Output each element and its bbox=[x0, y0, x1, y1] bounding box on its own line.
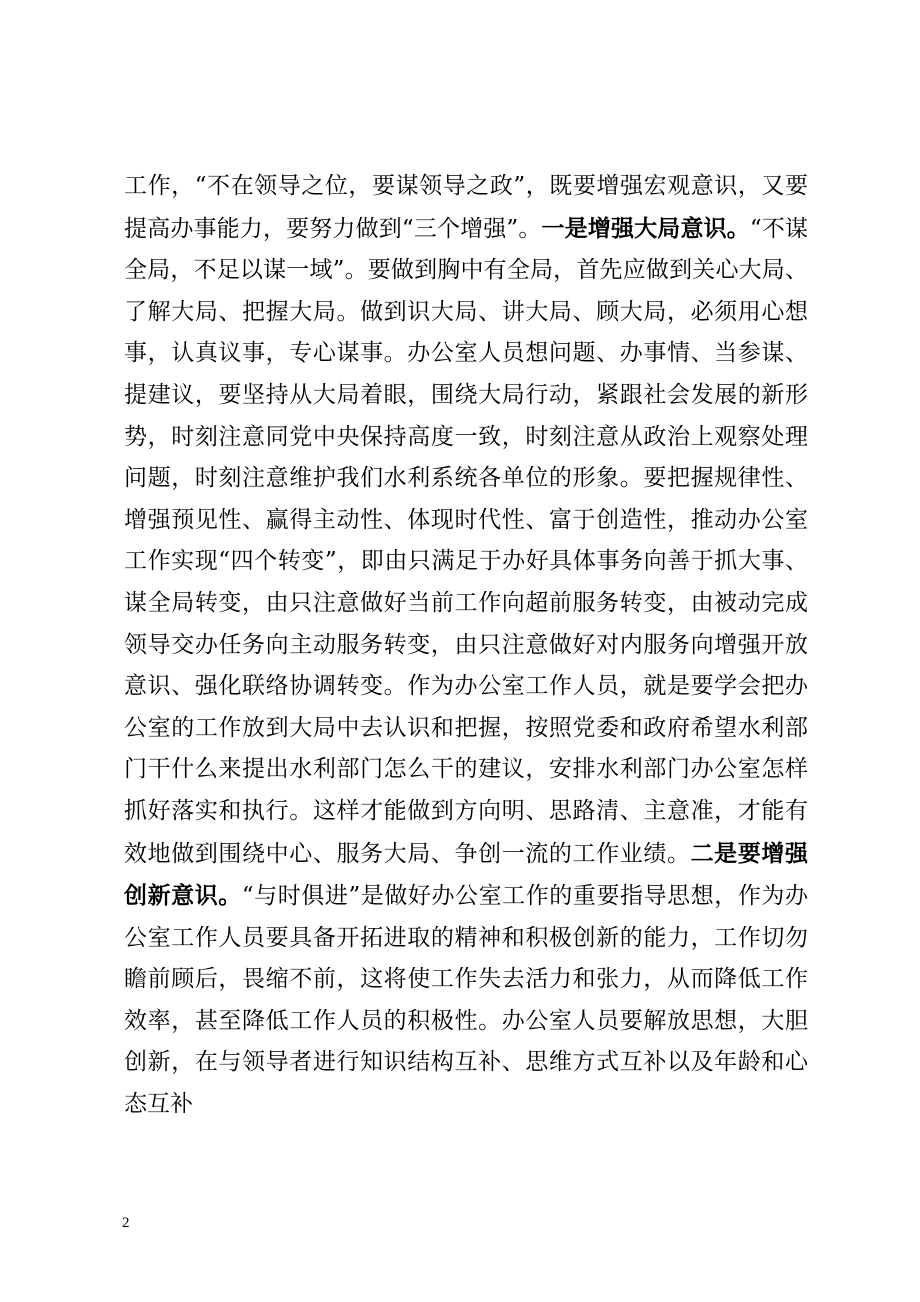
page-number: 2 bbox=[122, 1215, 130, 1231]
text-segment-1: 工作，“不在领导之位，要谋领导之政”，既要增强宏观意识，又要提高办事能力，要努力做到“三个增强”。 bbox=[124, 173, 808, 242]
body-paragraph bbox=[124, 166, 808, 1126]
heading-one-enhance-overall-awareness: 一是增强大局意识。 bbox=[541, 214, 750, 242]
text-segment-3: “与时俱进”是做好办公室工作的重要指导思想，作为办公室工作人员要具备开拓进取的精神和积极创新的能力，工作切勿瞻前顾后，畏缩不前，这将使工作失去活力和张力，从而降低工作效率，甚至降低工作人员的积极性。办公室人员要解放思想，大胆创新，在与领导者进行知识结构互补、思维方式互补以及年龄和心态互补 bbox=[124, 883, 808, 1118]
text-segment-2: “不谋全局，不足以谋一域”。要做到胸中有全局，首先应做到关心大局、了解大局、把握大局。做到识大局、讲大局、顾大局，必须用心想事，认真议事，专心谋事。办公室人员想问题、办事情、当参谋、提建议，要坚持从大局着眼，围绕大局行动，紧跟社会发展的新形势，时刻注意同党中央保持高度一致，时刻注意从政治上观察处理问题，时刻注意维护我们水利系统各单位的形象。要把握规律性、增强预见性、赢得主动性、体现时代性、富于创造性，推动办公室工作实现“四个转变”，即由只满足于办好具体事务向善于抓大事、谋全局转变，由只注意做好当前工作向超前服务转变，由被动完成领导交办任务向主动服务转变，由只注意做好对内服务向增强开放意识、强化联络协调转变。作为办公室工作人员，就是要学会把办公室的工作放到大局中去认识和把握，按照党委和政府希望水利部门干什么来提出水利部门怎么干的建议，安排水利部门办公室怎样抓好落实和执行。这样才能做到方向明、思路清、主意准，才能有效地做到围绕中心、服务大局、争创一流的工作业绩。 bbox=[124, 215, 808, 867]
heading-two-enhance-innovation-awareness: 二是要增强创新意识。 bbox=[124, 839, 809, 910]
